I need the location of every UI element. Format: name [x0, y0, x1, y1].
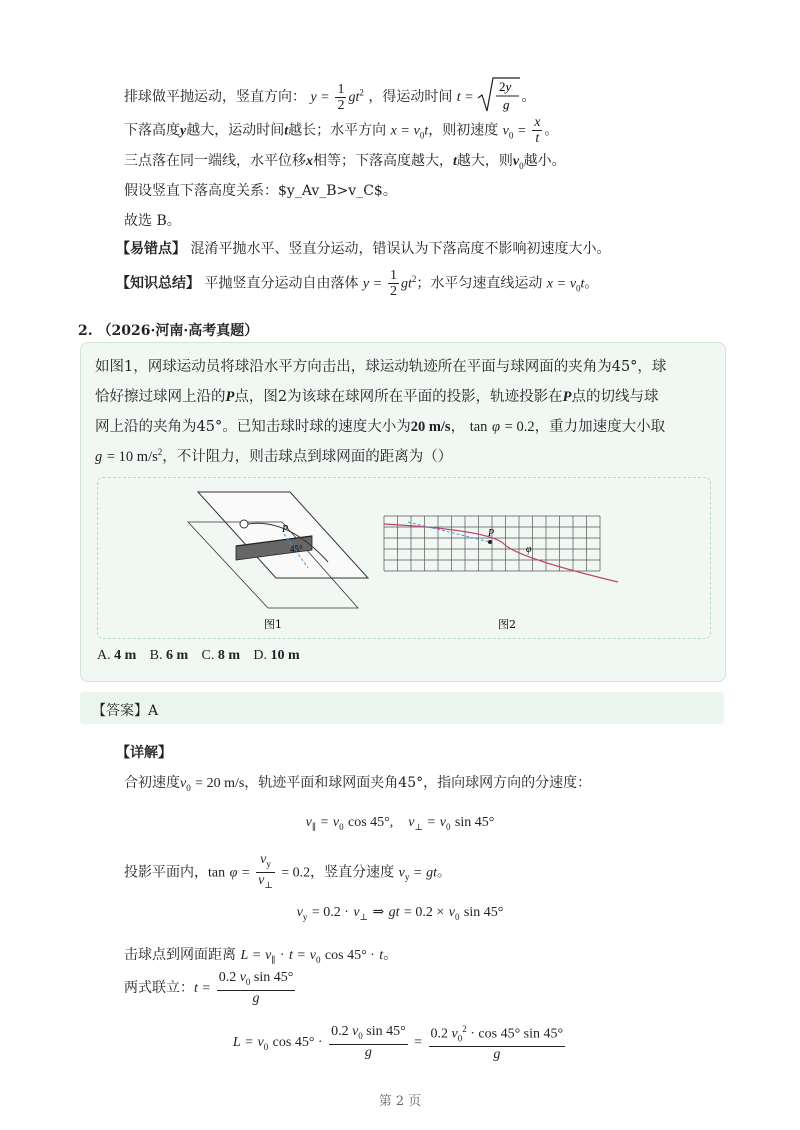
- summary-note: 【知识总结】 平抛竖直分运动自由落体 y = $\frac{1}{2}$ $gt^2$；水平匀速直线运动 $x = v_0t$。: [116, 268, 599, 299]
- sol1-line2: 下落高度y越大，运动时间t越长；水平方向 $x = v_0t$，则初速度 $v_0$ = $\frac{x}{t}$ 。: [124, 115, 559, 146]
- detail-line1: 合初速度$v_0 = 20$ m/s，轨迹平面和球网面夹角45°，指向球网方向的分速度：: [124, 775, 592, 793]
- detail-line3: 投影平面内，tan φ = $\frac{v_y}{v_\perp}$ = 0.2，竖直分速度 $v_y$ = gt。: [124, 852, 452, 890]
- mistake-note: 【易错点】 混淆平抛水平、竖直分运动，错误认为下落高度不影响初速度大小。: [116, 241, 611, 257]
- question-line1: 如图1，网球运动员将球沿水平方向击出，球运动轨迹所在平面与球网面的夹角为45°，球: [95, 359, 667, 375]
- fig1-point-p: P: [282, 524, 289, 535]
- detail-eq1: $v_\parallel = v_0$ cos 45°, $v_\perp = v_0$ sin 45°: [305, 815, 495, 832]
- fig1-angle-label: 45°: [290, 544, 303, 554]
- question-line2: 恰好擦过球网上沿的P点，图2为该球在球网所在平面的投影，轨迹投影在P点的切线与球: [95, 389, 659, 405]
- detail-eq3: $L = v_0$ cos 45° · $\frac{0.2 v_0 \sin 45^\circ}{g}$ = $\frac{0.2 v_0^2 \cdot \cos 45^\circ \sin 45^\circ}{g}$: [232, 1024, 564, 1063]
- fig2-point-p: P: [488, 528, 495, 539]
- fig2-angle-phi: φ: [526, 544, 532, 555]
- detail-line6: 两式联立：t = $\frac{0.2 v_0 \sin 45^\circ}{g}$: [124, 970, 294, 1006]
- sol1-line4: 假设竖直下落高度关系：$y_Av_B>v_C$。: [124, 183, 397, 199]
- svg-text:2y: 2y: [499, 79, 512, 94]
- detail-line5: 击球点到网面距离 $L = v_\parallel \cdot t = v_0$ cos 45° · t。: [124, 947, 398, 965]
- figure-container: [97, 477, 711, 639]
- fig1-caption: 图1: [264, 618, 282, 631]
- sqrt-symbol: [477, 76, 521, 118]
- question-line3: 网上沿的夹角为45°。已知击球时球的速度大小为20 m/s， tan φ = 0.2，重力加速度大小取: [95, 419, 666, 435]
- question-label: 2. （2026·河南·高考真题）: [78, 323, 259, 339]
- svg-text:g: g: [503, 97, 510, 112]
- answer-bar: [80, 692, 724, 724]
- answer-text: 【答案】A: [92, 703, 159, 719]
- sol1-line1: 排球做平抛运动，竖直方向： y = $\frac{1}{2}$ $gt^2$ ，得运动时间 t = 2y g 。: [124, 76, 535, 118]
- sol1-line5: 故选 B。: [124, 213, 181, 229]
- figure-2: [384, 516, 618, 631]
- page-number: 第 2 页: [378, 1094, 422, 1109]
- sol1-line3: 三点落在同一端线，水平位移x相等；下落高度越大，t越大，则$v_0$越小。: [124, 153, 566, 171]
- question-box: [80, 342, 726, 682]
- answer-options: A. 4 m B. 6 m C. 8 m D. 10 m: [97, 648, 300, 663]
- figure-1: [188, 492, 368, 631]
- detail-eq2: $v_y = 0.2 \cdot v_\perp$ ⇒ gt = $0.2 \times v_0$ sin 45°: [296, 905, 504, 922]
- question-line4: g = 10 $m/s^2$，不计阻力，则击球点到球网面的距离为（）: [95, 447, 453, 465]
- fig2-caption: 图2: [498, 618, 516, 631]
- detail-tag: 【详解】: [116, 745, 172, 761]
- figures-svg: [98, 478, 710, 638]
